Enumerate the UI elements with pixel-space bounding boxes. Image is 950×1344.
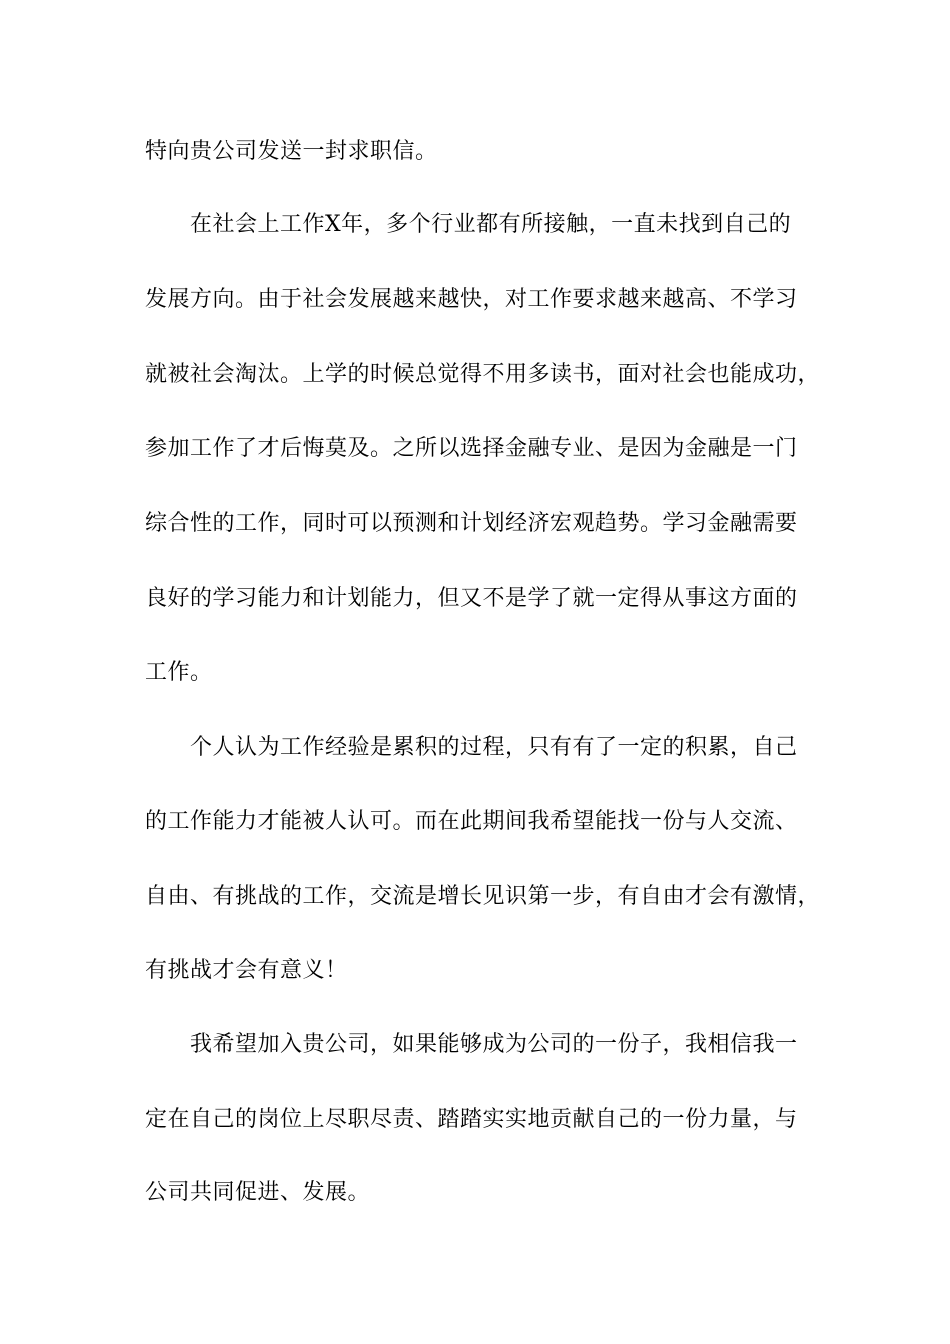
text-line: 的工作能力才能被人认可。而在此期间我希望能找一份与人交流、 [145, 809, 798, 834]
text-line: 工作。 [145, 660, 213, 685]
text-line: 良好的学习能力和计划能力，但又不是学了就一定得从事这方面的 [145, 586, 798, 611]
text-line: 有挑战才会有意义！ [145, 958, 348, 983]
text-line: 就被社会淘汰。上学的时候总觉得不用多读书，面对社会也能成功， [145, 362, 821, 387]
paragraph-first-line: 我希望加入贵公司，如果能够成为公司的一份子，我相信我一 [190, 1032, 798, 1057]
paragraph-first-line: 个人认为工作经验是累积的过程，只有有了一定的积累，自己 [190, 735, 798, 760]
text-line: 自由、有挑战的工作，交流是增长见识第一步，有自由才会有激情， [145, 884, 821, 909]
text-line: 发展方向。由于社会发展越来越快，对工作要求越来越高、不学习 [145, 287, 798, 312]
text-line: 参加工作了才后悔莫及。之所以选择金融专业、是因为金融是一门 [145, 436, 798, 461]
text-line: 公司共同促进、发展。 [145, 1180, 371, 1205]
text-line: 综合性的工作，同时可以预测和计划经济宏观趋势。学习金融需要 [145, 511, 798, 536]
text-line: 定在自己的岗位上尽职尽责、踏踏实实地贡献自己的一份力量，与 [145, 1107, 798, 1132]
text-line: 特向贵公司发送一封求职信。 [145, 139, 438, 164]
paragraph-first-line: 在社会上工作X年，多个行业都有所接触，一直未找到自己的 [190, 212, 792, 237]
